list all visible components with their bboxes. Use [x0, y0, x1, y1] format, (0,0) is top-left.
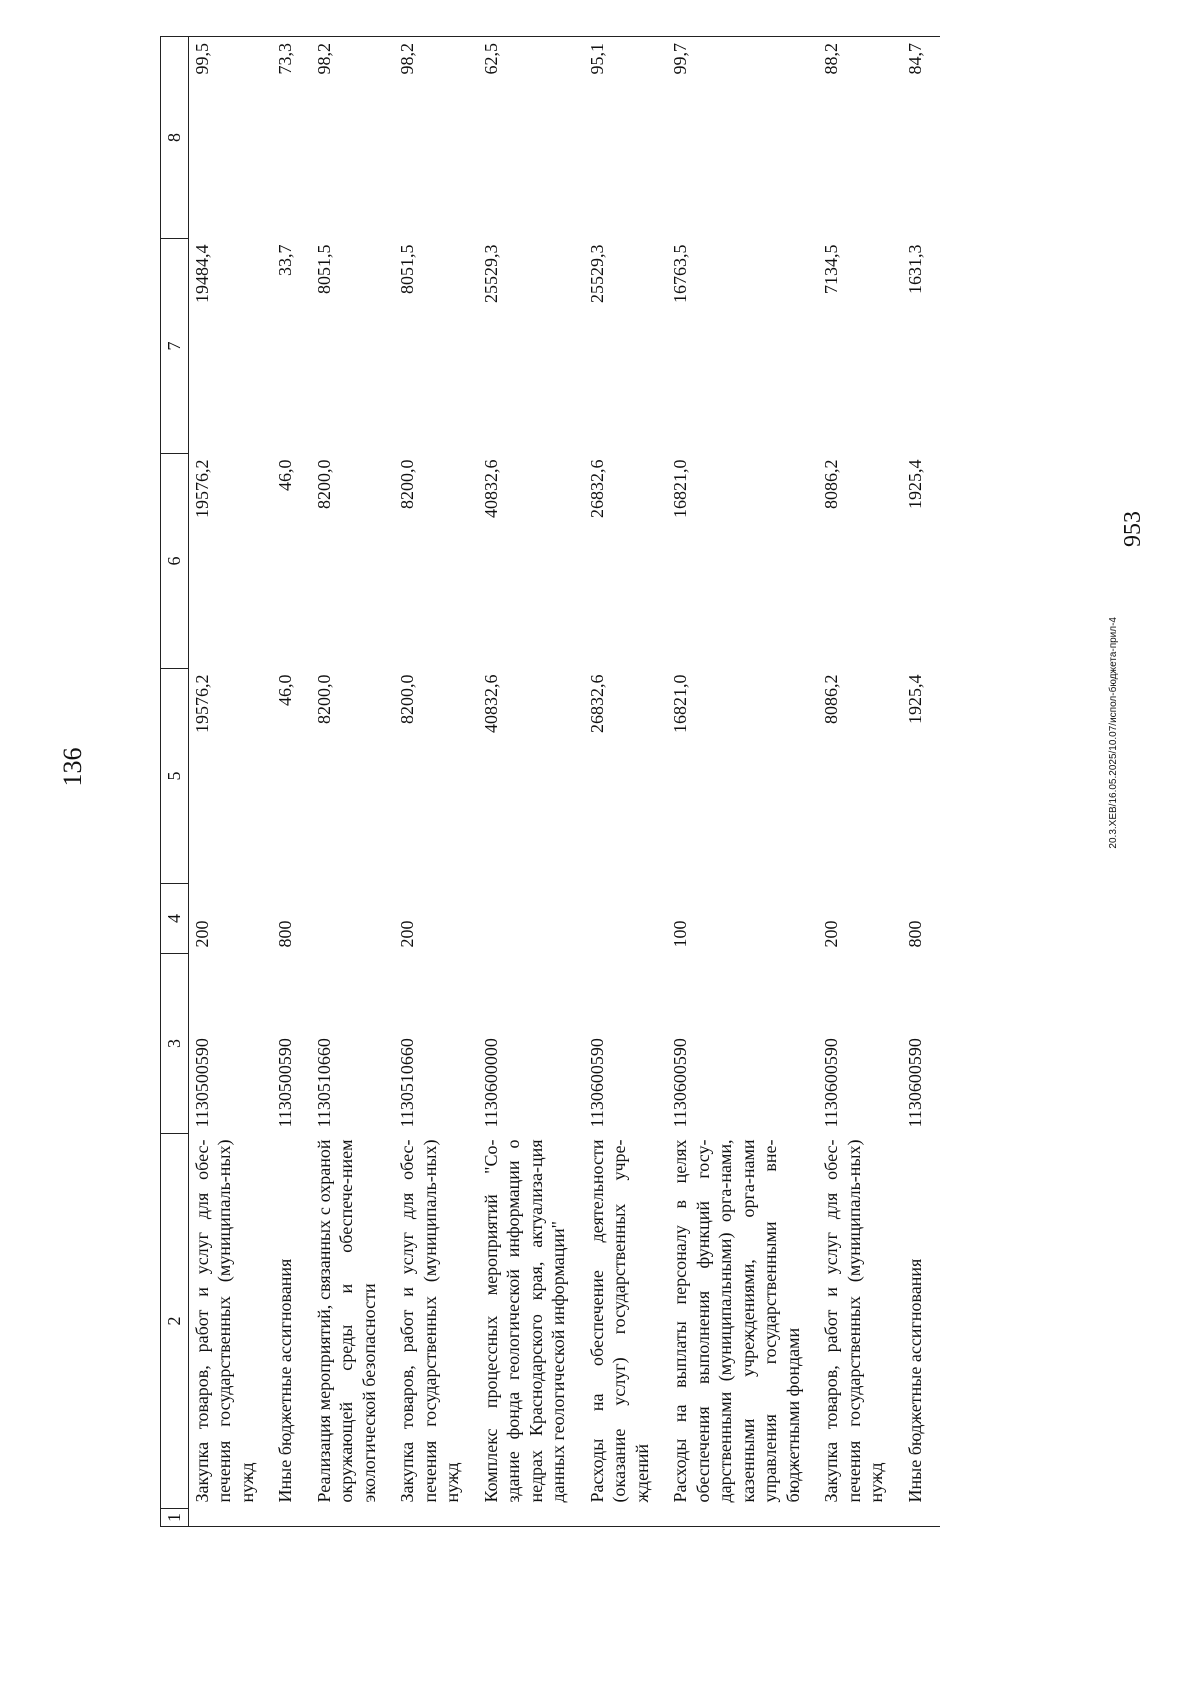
- header-col-1: 1: [161, 1509, 189, 1527]
- row-name: Комплекс процессных мероприятий "Со-здание фонда геологической информации о недрах Краснодарского края, актуализа-ция данных геологической информации": [480, 1139, 568, 1503]
- row-v7: 8051,5: [313, 244, 334, 294]
- row-name: Закупка товаров, работ и услуг для обес-печения государственных (муниципаль-ных) нужд: [397, 1139, 462, 1503]
- row-code: 1130500590: [191, 1038, 212, 1128]
- row-v6: 8200,0: [313, 459, 334, 509]
- row-code: 1130600590: [821, 1038, 841, 1128]
- row-v5: 26832,6: [586, 674, 607, 733]
- row-v5: 16821,0: [670, 674, 690, 733]
- row-v5: 8200,0: [397, 674, 417, 724]
- row-v6: 46,0: [275, 459, 295, 491]
- row-v6: 26832,6: [586, 459, 607, 518]
- row-indent-cell: [667, 1509, 818, 1527]
- table-row: [272, 37, 311, 1527]
- row-indent-cell: [902, 1509, 941, 1527]
- row-name: Иные бюджетные ассигнования: [904, 1258, 925, 1503]
- table-row: [584, 37, 668, 1527]
- header-col-3: 3: [161, 954, 189, 1134]
- row-name: Расходы на обеспечение деятельности (оказание услуг) государственных учре-ждений: [586, 1139, 652, 1503]
- row-v7: 25529,3: [586, 244, 607, 303]
- row-indent-cell: [311, 1509, 395, 1527]
- row-type: [311, 884, 395, 954]
- header-col-7: 7: [161, 239, 189, 454]
- budget-table: [160, 36, 940, 1527]
- row-v5: 46,0: [275, 674, 295, 706]
- row-v7: 7134,5: [821, 244, 841, 294]
- row-name: Расходы на выплаты персоналу в целях обеспечения выполнения функций госу-дарственными (муниципальными) орга-нами, казенными учреждениями, орга-нами управления государственными вне-бюджетными фондами: [670, 1139, 803, 1503]
- row-type: 200: [397, 920, 417, 948]
- table-row: [394, 37, 478, 1527]
- row-type: [584, 884, 668, 954]
- table-row: [478, 37, 584, 1527]
- row-type: 200: [821, 920, 841, 948]
- row-type: 100: [670, 920, 690, 948]
- table-header-row: [161, 37, 189, 1527]
- row-indent-cell: [584, 1509, 668, 1527]
- sheet-number: 953: [1120, 511, 1146, 547]
- row-v8: 98,2: [394, 37, 478, 239]
- row-indent-cell: [272, 1509, 311, 1527]
- row-v5: 8086,2: [821, 674, 841, 724]
- row-name: Реализация мероприятий, связанных с охраной окружающей среды и обеспече-нием экологической безопасности: [313, 1139, 379, 1503]
- row-v7: 33,7: [275, 244, 295, 276]
- row-indent-cell: [188, 1509, 272, 1527]
- row-v6: 40832,6: [480, 459, 501, 518]
- row-indent-cell: [394, 1509, 478, 1527]
- row-v7: 25529,3: [480, 244, 501, 303]
- table-row: [188, 37, 272, 1527]
- header-col-6: 6: [161, 454, 189, 669]
- row-v7: 19484,4: [191, 244, 212, 303]
- row-type: 800: [275, 920, 295, 948]
- row-code: 1130510660: [397, 1038, 417, 1128]
- row-type: [478, 884, 584, 954]
- row-type: 200: [191, 920, 212, 948]
- row-name: Иные бюджетные ассигнования: [275, 1258, 295, 1503]
- row-v8: 95,1: [584, 37, 668, 239]
- row-v6: 1925,4: [904, 459, 925, 509]
- row-code: 1130510660: [313, 1038, 334, 1128]
- row-v8: 88,2: [818, 37, 902, 239]
- table-row: [818, 37, 902, 1527]
- row-v5: 40832,6: [480, 674, 501, 733]
- row-code: 1130600590: [670, 1038, 690, 1128]
- row-v8: 73,3: [272, 37, 311, 239]
- table-row: [311, 37, 395, 1527]
- row-v5: 19576,2: [191, 674, 212, 733]
- footer-file-note: 20.3.ХЕВ/16.05.2025/10.07/испол-бюджета-прил-4: [1108, 617, 1119, 849]
- row-code: 1130600590: [586, 1038, 607, 1128]
- row-code: 1130500590: [275, 1038, 295, 1128]
- header-col-8: 8: [161, 37, 189, 239]
- row-name: Закупка товаров, работ и услуг для обес-печения государственных (муниципаль-ных) нужд: [191, 1139, 257, 1503]
- row-v8: 98,2: [311, 37, 395, 239]
- row-v6: 16821,0: [670, 459, 690, 518]
- row-v7: 8051,5: [397, 244, 417, 294]
- header-col-5: 5: [161, 669, 189, 884]
- page-number: 136: [58, 747, 87, 787]
- row-type: 800: [904, 920, 925, 948]
- row-v7: 16763,5: [670, 244, 690, 303]
- table-row: [667, 37, 818, 1527]
- table-row: [902, 37, 941, 1527]
- row-code: 1130600590: [904, 1038, 925, 1128]
- row-indent-cell: [478, 1509, 584, 1527]
- row-v6: 8200,0: [397, 459, 417, 509]
- row-v6: 19576,2: [191, 459, 212, 518]
- row-v8: 99,7: [667, 37, 818, 239]
- row-v5: 1925,4: [904, 674, 925, 724]
- row-v5: 8200,0: [313, 674, 334, 724]
- row-v8: 99,5: [188, 37, 272, 239]
- header-col-2: 2: [161, 1134, 189, 1509]
- row-v6: 8086,2: [821, 459, 841, 509]
- row-v8: 84,7: [902, 37, 941, 239]
- row-indent-cell: [818, 1509, 902, 1527]
- row-name: Закупка товаров, работ и услуг для обес-печения государственных (муниципаль-ных) нужд: [821, 1139, 886, 1503]
- header-col-4: 4: [161, 884, 189, 954]
- row-v8: 62,5: [478, 37, 584, 239]
- row-v7: 1631,3: [904, 244, 925, 294]
- row-code: 1130600000: [480, 1038, 501, 1128]
